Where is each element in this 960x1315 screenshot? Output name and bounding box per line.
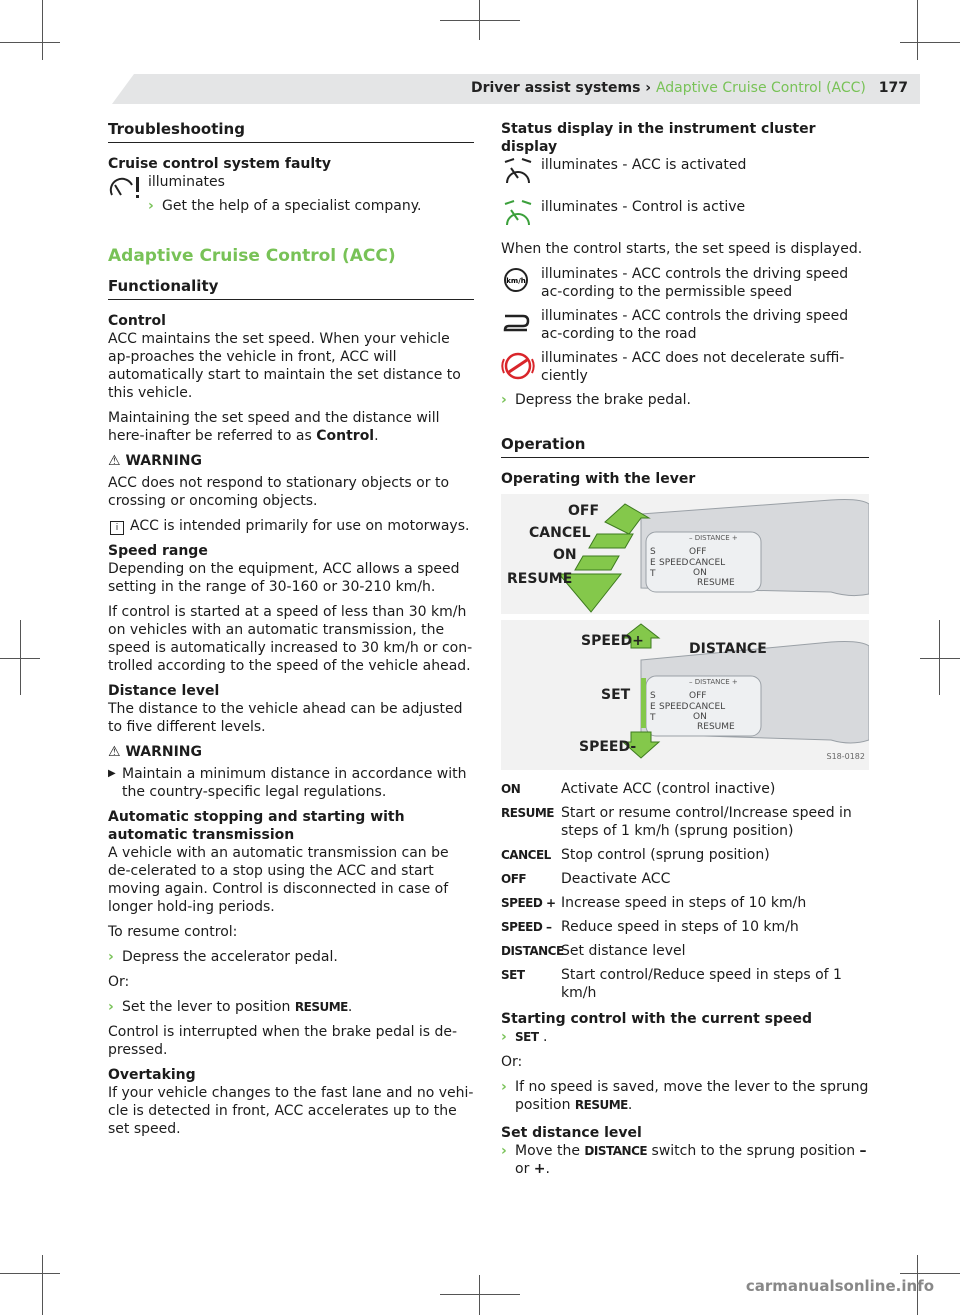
- legend-text: Reduce speed in steps of 10 km/h: [561, 919, 799, 935]
- header-separator: ›: [645, 80, 652, 96]
- minus-symbol: –: [859, 1143, 867, 1159]
- heading-status: Status display in the instrument cluster display: [501, 121, 816, 155]
- label-speed-minus: SPEED-: [579, 739, 637, 755]
- nospeed-end: .: [627, 1097, 633, 1113]
- status-row-5: [501, 349, 869, 385]
- heading-start-control: Starting control with the current speed: [501, 1011, 813, 1027]
- faulty-action: [148, 197, 474, 215]
- svg-text:km/h: km/h: [506, 277, 526, 285]
- control-starts-text: When the control starts, the set speed is displayed.: [501, 241, 863, 257]
- resume-keyword: RESUME: [294, 1000, 348, 1014]
- legend-text: Start or resume control/Increase speed in steps of 1 km/h (sprung position): [561, 805, 852, 839]
- maintain-text-b: Control: [316, 428, 375, 444]
- warning-2-item: [108, 765, 474, 801]
- label-speed-plus: SPEED+: [581, 633, 644, 649]
- resume-action-1-text: Depress the accelerator pedal.: [122, 949, 338, 965]
- heading-overtaking: Overtaking: [108, 1067, 196, 1083]
- arrow-bullet-icon: ›: [148, 198, 154, 214]
- lever-text-e: E: [650, 702, 656, 712]
- maintain-text-a: Maintaining the set speed and the distance will here-inafter be referred to as: [108, 410, 440, 444]
- arrow-bullet-icon: ›: [501, 1143, 507, 1159]
- legend-row: [501, 918, 869, 936]
- resume-action-2-text: Set the lever to position: [122, 999, 295, 1015]
- arrow-bullet-icon: ›: [501, 1029, 507, 1045]
- heading-lever: Operating with the lever: [501, 471, 696, 487]
- overtaking-text: If your vehicle changes to the fast lane and no vehi-cle is detected in front, ACC accelerates up to the set speed.: [108, 1085, 474, 1137]
- heading-faulty: Cruise control system faulty: [108, 156, 331, 172]
- right-column: [501, 120, 869, 1185]
- figure-panel-bottom: [501, 620, 869, 770]
- lever-diagram-bottom: [501, 620, 869, 770]
- label-on: ON: [553, 547, 577, 563]
- start-action-end: .: [542, 1029, 548, 1045]
- warning-triangle-icon: ⚠: [108, 744, 121, 760]
- crop-mark: [0, 42, 60, 43]
- legend-key: CANCEL: [501, 848, 551, 862]
- heading-operation: Operation: [501, 435, 869, 458]
- maintain-text: [108, 409, 474, 445]
- crop-mark: [479, 1275, 480, 1315]
- brake-action: [501, 391, 869, 409]
- legend-key: RESUME: [501, 806, 554, 820]
- header-section: Driver assist systems: [470, 80, 641, 96]
- crop-mark: [920, 658, 960, 659]
- arrow-bullet-icon: ›: [501, 1079, 507, 1095]
- kmh-speed-icon: [501, 265, 531, 295]
- status-row-4: [501, 307, 869, 343]
- lever-text-cancel: CANCEL: [689, 558, 726, 568]
- acc-activated-icon: [501, 156, 535, 188]
- or-text-2: Or:: [501, 1054, 523, 1070]
- start-action: [501, 1028, 869, 1046]
- lever-text-on: ON: [693, 712, 707, 722]
- lever-text-t: T: [650, 569, 656, 579]
- interrupted-text: Control is interrupted when the brake pedal is de-pressed.: [108, 1024, 458, 1058]
- label-set: SET: [601, 687, 631, 703]
- heading-distance: Distance level: [108, 683, 220, 699]
- heading-acc: Adaptive Cruise Control (ACC): [108, 246, 396, 266]
- lever-text-t: T: [650, 713, 656, 723]
- legend-row: [501, 942, 869, 960]
- setdist-or: or: [515, 1161, 534, 1177]
- warning-2-label: [108, 743, 474, 761]
- nospeed-action: [501, 1078, 869, 1114]
- heading-speed-range: Speed range: [108, 543, 208, 559]
- control-active-icon: [501, 198, 535, 230]
- resume-intro: To resume control:: [108, 924, 238, 940]
- warning-2-text: Maintain a minimum distance in accordance with the country-specific legal regulations.: [122, 766, 467, 800]
- setdist-text-a: Move the: [515, 1143, 585, 1159]
- setdist-action: [501, 1142, 869, 1178]
- label-resume: RESUME: [507, 571, 573, 587]
- or-text-1: Or:: [108, 974, 130, 990]
- legend-text: Set distance level: [561, 943, 686, 959]
- status-5-text: illuminates - ACC does not decelerate suffi-ciently: [541, 350, 845, 384]
- crop-mark: [42, 1255, 43, 1315]
- lever-text-distance: – DISTANCE +: [689, 678, 738, 686]
- lever-text-on: ON: [693, 568, 707, 578]
- status-row-3: [501, 265, 869, 301]
- label-cancel: CANCEL: [529, 525, 591, 541]
- set-keyword: SET: [515, 1030, 539, 1044]
- triangle-bullet-icon: ▶: [108, 768, 116, 779]
- setdist-end: .: [545, 1161, 550, 1177]
- legend-row: [501, 804, 869, 840]
- auto-text: A vehicle with an automatic transmission can be de-celerated to a stop using the ACC and start moving again. Control is disconnected in case of longer hold-ing periods.: [108, 845, 449, 915]
- legend-key: SPEED –: [501, 920, 552, 934]
- arrow-bullet-icon: ›: [108, 949, 114, 965]
- legend-text: Increase speed in steps of 10 km/h: [561, 895, 807, 911]
- info-note: [108, 517, 474, 535]
- plus-symbol: +: [533, 1161, 546, 1177]
- legend-key: SET: [501, 968, 525, 982]
- control-text: ACC maintains the set speed. When your vehicle ap-proaches the vehicle in front, ACC will automatically start to maintain the set distance to this vehicle.: [108, 331, 461, 401]
- lever-text-speed: SPEED: [659, 558, 689, 568]
- arrow-bullet-icon: ›: [108, 999, 114, 1015]
- speed-range-text: Depending on the equipment, ACC allows a speed setting in the range of 30-160 or 30-210 km/h.: [108, 561, 460, 595]
- status-row-1: [501, 156, 869, 192]
- lever-text-s: S: [650, 691, 656, 701]
- legend-key: SPEED +: [501, 896, 556, 910]
- legend-text: Activate ACC (control inactive): [561, 781, 776, 797]
- heading-control: Control: [108, 313, 166, 329]
- heading-auto-stop: Automatic stopping and starting with automatic transmission: [108, 809, 405, 843]
- lever-text-resume: RESUME: [697, 722, 735, 732]
- status-1-text: illuminates - ACC is activated: [541, 157, 747, 173]
- arrow-bullet-icon: ›: [501, 392, 507, 408]
- status-3-text: illuminates - ACC controls the driving speed ac-cording to the permissible speed: [541, 266, 849, 300]
- crop-mark: [440, 20, 520, 21]
- faulty-row: [108, 173, 474, 221]
- status-4-text: illuminates - ACC controls the driving speed ac-cording to the road: [541, 308, 849, 342]
- legend-text: Start control/Reduce speed in steps of 1 km/h: [561, 967, 842, 1001]
- lever-text-off: OFF: [689, 547, 707, 557]
- legend-key: ON: [501, 782, 521, 796]
- warning-triangle-icon: ⚠: [108, 453, 121, 469]
- cruise-fault-icon: [108, 173, 142, 203]
- running-header: [471, 80, 908, 96]
- legend-row: [501, 966, 869, 1002]
- lever-text-speed: SPEED: [659, 702, 689, 712]
- status-2-text: illuminates - Control is active: [541, 199, 746, 215]
- setdist-text-b: switch to the sprung position: [647, 1143, 860, 1159]
- resume-action-1: [108, 948, 474, 966]
- info-icon: i: [110, 521, 124, 535]
- figure-code: S18-0182: [826, 752, 865, 761]
- nospeed-text: If no speed is saved, move the lever to the sprung position: [515, 1079, 869, 1113]
- resume-action-2: [108, 998, 474, 1016]
- faulty-action-text: Get the help of a specialist company.: [162, 198, 422, 214]
- warning-2-label-text: WARNING: [125, 744, 202, 760]
- distance-text: The distance to the vehicle ahead can be adjusted to five different levels.: [108, 701, 463, 735]
- left-column: [108, 120, 474, 1145]
- no-decelerate-icon: [501, 349, 535, 383]
- brake-action-text: Depress the brake pedal.: [515, 392, 692, 408]
- lever-text-s: S: [650, 547, 656, 557]
- watermark: carmanualsonline.info: [745, 1277, 934, 1295]
- legend-row: [501, 870, 869, 888]
- crop-mark: [900, 1273, 960, 1274]
- warning-1-label-text: WARNING: [125, 453, 202, 469]
- lever-text-resume: RESUME: [697, 578, 735, 588]
- road-speed-icon: [501, 307, 531, 337]
- legend-text: Stop control (sprung position): [561, 847, 770, 863]
- legend-key: DISTANCE: [501, 944, 564, 958]
- heading-set-distance: Set distance level: [501, 1125, 642, 1141]
- crop-mark: [0, 658, 40, 659]
- crop-mark: [0, 1273, 60, 1274]
- crop-mark: [440, 1294, 520, 1295]
- faulty-illuminates: illuminates: [148, 174, 225, 190]
- warning-1-text: ACC does not respond to stationary objects or to crossing or oncoming objects.: [108, 475, 450, 509]
- crop-mark: [42, 0, 43, 60]
- page-number: 177: [878, 80, 908, 96]
- legend-row: [501, 894, 869, 912]
- legend-row: [501, 780, 869, 798]
- figure-panel-top: [501, 494, 869, 614]
- heading-troubleshooting: Troubleshooting: [108, 120, 474, 143]
- lever-figure: [501, 494, 869, 770]
- speed-range-text2: If control is started at a speed of less than 30 km/h on vehicles with an automatic transmission, the speed is automatically increased to 30 km/h or con-trolled according to the speed of the vehicle ahead.: [108, 604, 473, 674]
- legend-key: OFF: [501, 872, 527, 886]
- label-distance: DISTANCE: [689, 641, 767, 657]
- crop-mark: [900, 42, 960, 43]
- maintain-text-c: .: [374, 428, 379, 444]
- legend-row: [501, 846, 869, 864]
- legend-text: Deactivate ACC: [561, 871, 671, 887]
- info-text: ACC is intended primarily for use on motorways.: [130, 518, 470, 534]
- resume-action-2-end: .: [347, 999, 353, 1015]
- distance-keyword: DISTANCE: [584, 1144, 648, 1158]
- crop-mark: [917, 0, 918, 60]
- legend-list: [501, 780, 869, 1002]
- heading-functionality: Functionality: [108, 277, 474, 300]
- lever-text-off: OFF: [689, 691, 707, 701]
- status-row-2: [501, 198, 869, 234]
- lever-text-distance: – DISTANCE +: [689, 534, 738, 542]
- lever-text-cancel: CANCEL: [689, 702, 726, 712]
- label-off: OFF: [568, 503, 600, 519]
- header-subsection: Adaptive Cruise Control (ACC): [655, 80, 866, 96]
- warning-1-label: [108, 452, 474, 470]
- lever-text-e: E: [650, 558, 656, 568]
- resume-keyword: RESUME: [574, 1098, 628, 1112]
